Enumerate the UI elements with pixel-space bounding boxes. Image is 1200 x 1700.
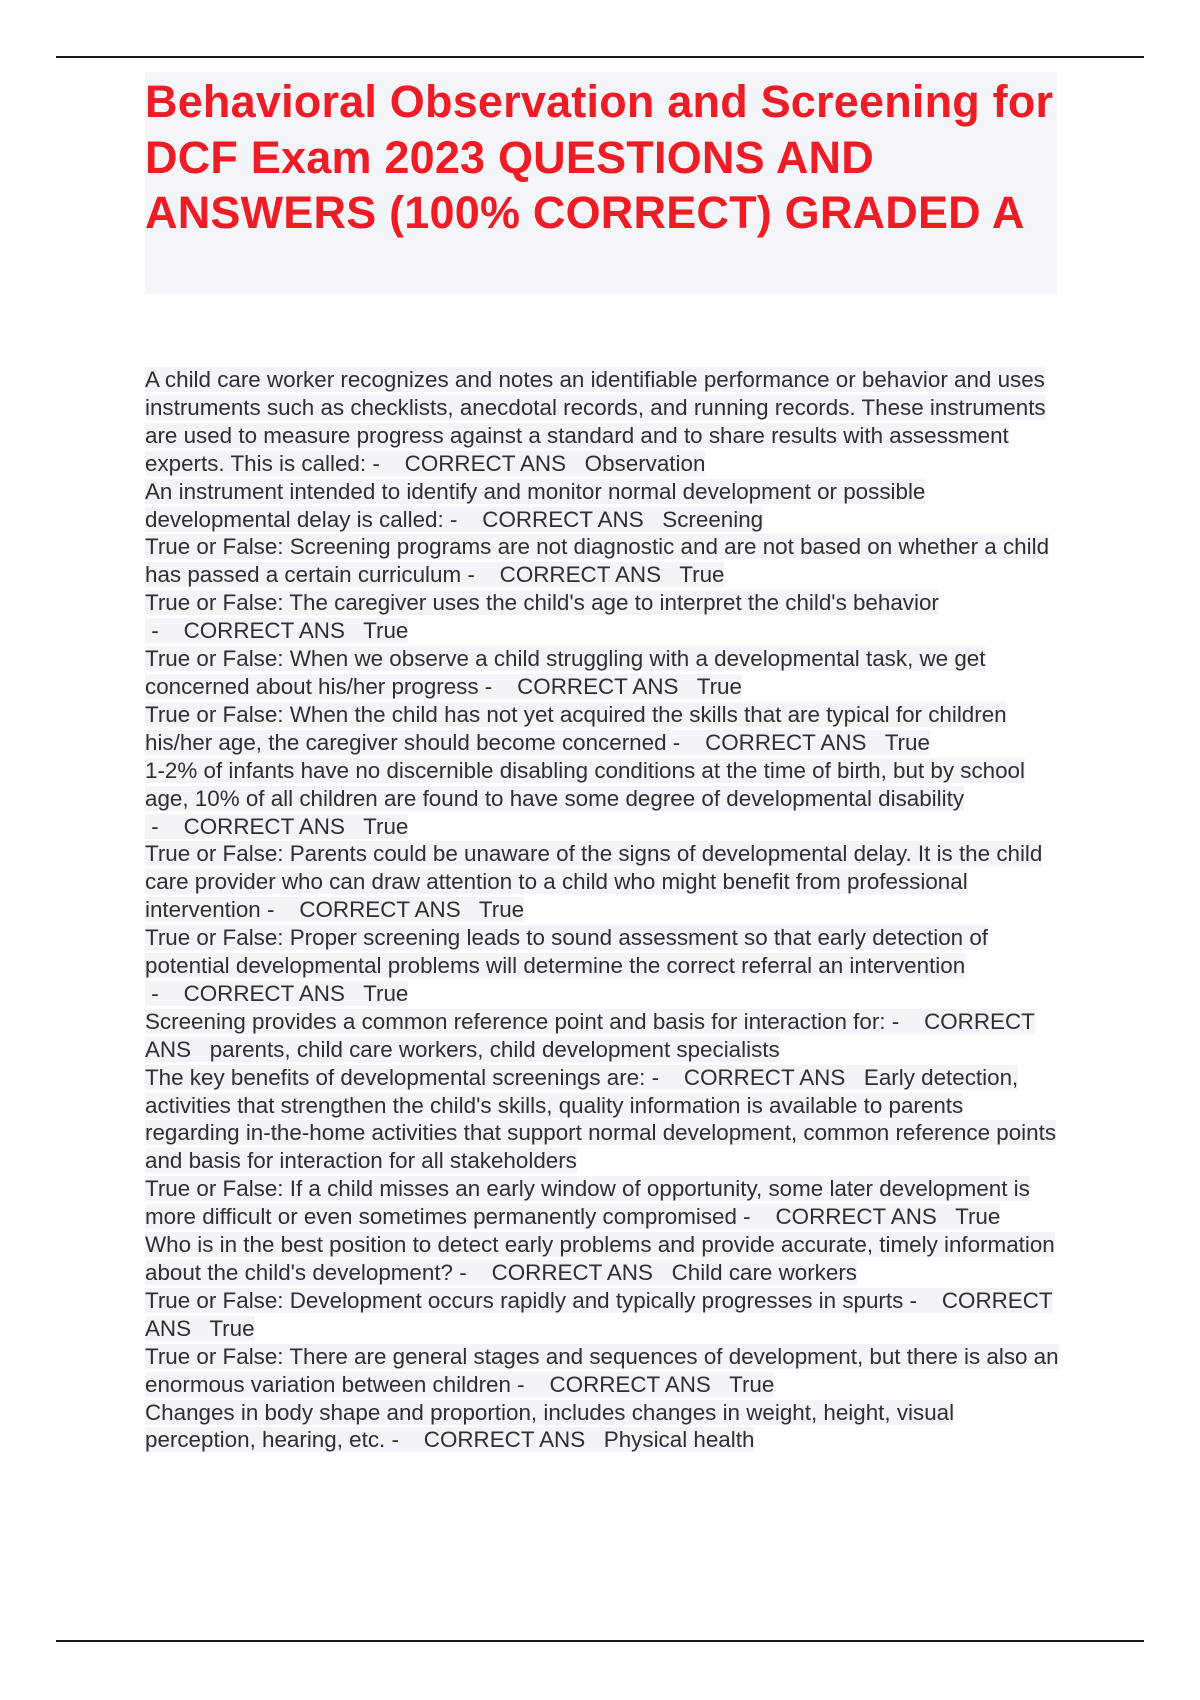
qa-item: 1-2% of infants have no discernible disabling conditions at the time of birth, but by school age, 10% of all children are found to have some degree of developmental disability - CORRECT ANS True <box>145 757 1025 839</box>
answer-text: parents, child care workers, child development specialists <box>209 1036 780 1062</box>
answer-marker: CORRECT ANS <box>299 897 461 923</box>
answer-text: Early detection, activities that strengthen the child's skills, quality information is available to parents regarding in-the-home activities that support normal development, common reference points and basis for interaction for all stakeholders <box>145 1064 1057 1174</box>
top-rule <box>56 56 1144 58</box>
bottom-rule <box>56 1640 1144 1642</box>
answer-text: True <box>696 673 742 699</box>
question-text: True or False: Development occurs rapidly and typically progresses in spurts <box>145 1287 904 1313</box>
qa-item: A child care worker recognizes and notes an identifiable performance or behavior and uses instruments such as checklists, anecdotal records, and running records. These instruments are used to measure progress against a standard and to share results with assessment experts. This is called: - CORRECT ANS Observation <box>145 367 1046 476</box>
qa-list <box>145 366 1060 1454</box>
answer-marker: CORRECT ANS <box>183 980 345 1006</box>
answer-marker: CORRECT ANS <box>705 729 867 755</box>
answer-marker: CORRECT ANS <box>549 1371 711 1397</box>
answer-text: True <box>363 618 409 644</box>
qa-item: The key benefits of developmental screenings are: - CORRECT ANS Early detection, activities that strengthen the child's skills, quality information is available to parents regarding in-the-home activities that support normal development, common reference points and basis for interaction for all stakeholders <box>145 1064 1057 1174</box>
answer-marker: CORRECT ANS <box>404 450 566 476</box>
answer-marker: CORRECT ANS <box>423 1427 586 1453</box>
qa-item: Changes in body shape and proportion, includes changes in weight, height, visual perception, hearing, etc. - CORRECT ANS Physical health <box>145 1399 955 1453</box>
answer-marker: CORRECT ANS <box>517 673 679 699</box>
question-text: True or False: When we observe a child struggling with a developmental task, we get concerned about his/her progress <box>145 646 986 699</box>
qa-item: True or False: If a child misses an early window of opportunity, some later development is more difficult or even sometimes permanently compromised - CORRECT ANS True <box>145 1176 1030 1230</box>
qa-item: True or False: Parents could be unaware of the signs of developmental delay. It is the child care provider who can draw attention to a child who might benefit from professional intervention - CORRECT ANS True <box>145 841 1043 923</box>
answer-text: True <box>363 980 409 1006</box>
question-text: Screening provides a common reference point and basis for interaction for: <box>145 1008 886 1034</box>
qa-item: True or False: When we observe a child struggling with a developmental task, we get concerned about his/her progress - CORRECT ANS True <box>145 646 986 699</box>
qa-item: Screening provides a common reference point and basis for interaction for: - CORRECT ANS parents, child care workers, child development specialists <box>145 1008 1035 1062</box>
question-text: True or False: If a child misses an early window of opportunity, some later development is more difficult or even sometimes permanently compromised <box>145 1176 1030 1230</box>
answer-text: Screening <box>662 506 764 532</box>
answer-marker: CORRECT ANS <box>491 1260 653 1285</box>
qa-item: True or False: The caregiver uses the child's age to interpret the child's behavior - CORRECT ANS True <box>145 590 939 644</box>
qa-item: Who is in the best position to detect early problems and provide accurate, timely information about the child's development? - CORRECT ANS Child care workers <box>145 1232 1055 1285</box>
question-text: An instrument intended to identify and monitor normal development or possible developmental delay is called: <box>145 478 926 532</box>
question-text: True or False: When the child has not yet acquired the skills that are typical for children his/her age, the caregiver should become concerned <box>145 701 1007 755</box>
answer-text: True <box>729 1371 775 1397</box>
answer-marker: CORRECT ANS <box>683 1064 846 1090</box>
qa-item: True or False: Proper screening leads to sound assessment so that early detection of potential developmental problems will determine the correct referral an intervention - CORRECT ANS True <box>145 925 988 1006</box>
answer-text: True <box>679 562 725 588</box>
answer-text: True <box>955 1204 1001 1230</box>
question-text: True or False: Parents could be unaware of the signs of developmental delay. It is the child care provider who can draw attention to a child who might benefit from professional intervention <box>145 841 1043 923</box>
question-text: Who is in the best position to detect early problems and provide accurate, timely information about the child's development? <box>145 1232 1055 1285</box>
qa-item: True or False: Screening programs are not diagnostic and are not based on whether a child has passed a certain curriculum - CORRECT ANS True <box>145 534 1050 588</box>
question-text: The key benefits of developmental screenings are: <box>145 1064 646 1090</box>
question-text: True or False: There are general stages and sequences of development, but there is also an enormous variation between children <box>145 1343 1059 1397</box>
answer-text: Child care workers <box>671 1260 857 1285</box>
answer-text: True <box>478 897 525 923</box>
document-title: Behavioral Observation and Screening for DCF Exam 2023 QUESTIONS AND ANSWERS (100% CORRECT) GRADED A <box>145 76 1054 238</box>
answer-text: True <box>884 729 930 755</box>
answer-marker: CORRECT ANS <box>145 1287 1053 1341</box>
answer-marker: CORRECT ANS <box>482 506 644 532</box>
qa-item: True or False: There are general stages and sequences of development, but there is also an enormous variation between children - CORRECT ANS True <box>145 1343 1059 1397</box>
answer-text: True <box>363 813 409 839</box>
question-text: 1-2% of infants have no discernible disabling conditions at the time of birth, but by school age, 10% of all children are found to have some degree of developmental disability <box>145 757 1025 811</box>
qa-item: True or False: When the child has not yet acquired the skills that are typical for children his/her age, the caregiver should become concerned - CORRECT ANS True <box>145 701 1007 755</box>
answer-text: True <box>209 1315 255 1341</box>
qa-item: True or False: Development occurs rapidly and typically progresses in spurts - CORRECT ANS True <box>145 1287 1053 1341</box>
question-text: A child care worker recognizes and notes an identifiable performance or behavior and uses instruments such as checklists, anecdotal records, and running records. These instruments are used to measure progress against a standard and to share results with assessment experts. This is called: <box>145 367 1046 476</box>
question-text: True or False: The caregiver uses the child's age to interpret the child's behavior <box>145 590 939 616</box>
answer-text: Physical health <box>603 1427 755 1453</box>
answer-marker: CORRECT ANS <box>775 1204 937 1230</box>
answer-marker: CORRECT ANS <box>183 813 345 839</box>
title-block <box>145 72 1057 294</box>
answer-marker: CORRECT ANS <box>183 618 345 644</box>
answer-text: Observation <box>584 450 706 476</box>
question-text: True or False: Screening programs are not diagnostic and are not based on whether a child has passed a certain curriculum <box>145 534 1050 588</box>
qa-item: An instrument intended to identify and monitor normal development or possible developmental delay is called: - CORRECT ANS Screening <box>145 478 926 532</box>
question-text: True or False: Proper screening leads to sound assessment so that early detection of potential developmental problems will determine the correct referral an intervention <box>145 925 988 979</box>
answer-marker: CORRECT ANS <box>499 562 661 588</box>
answer-marker: CORRECT ANS <box>145 1008 1035 1062</box>
question-text: Changes in body shape and proportion, includes changes in weight, height, visual perception, hearing, etc. <box>145 1399 955 1453</box>
